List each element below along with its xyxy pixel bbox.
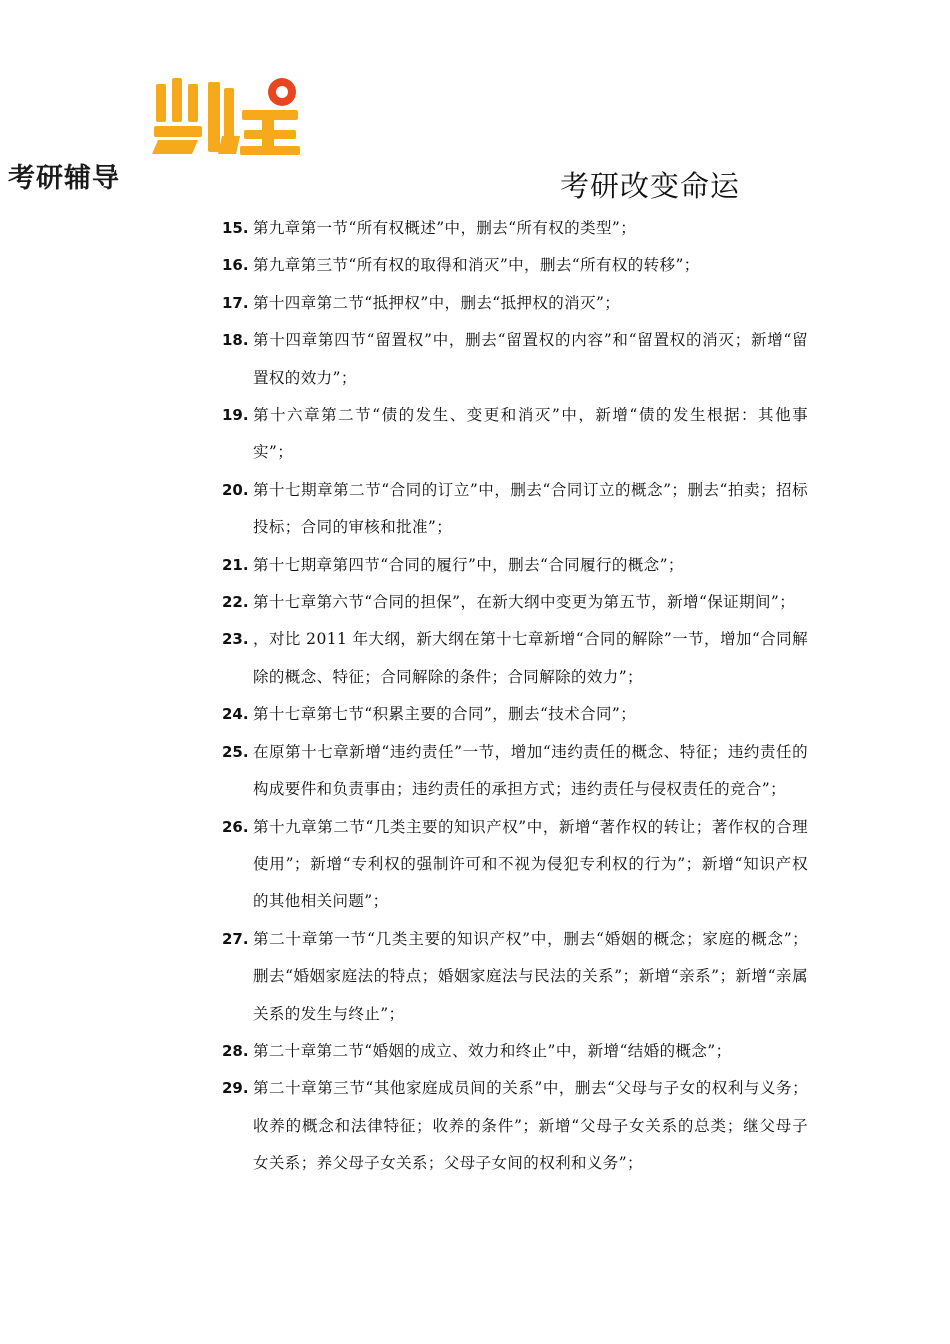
item-number: 19. bbox=[222, 406, 249, 425]
item-text: 第十七章第七节“积累主要的合同”，删去“技术合同”； bbox=[253, 705, 637, 724]
list-item bbox=[222, 584, 808, 621]
item-text: 第十四章第四节“留置权”中，删去“留置权的内容”和“留置权的消灭；新增“留置权的效力”； bbox=[253, 331, 808, 387]
item-number: 26. bbox=[222, 817, 249, 836]
item-number: 27. bbox=[222, 929, 249, 948]
item-number: 20. bbox=[222, 480, 249, 499]
item-text: 在原第十七章新增“违约责任”一节，增加“违约责任的概念、特征；违约责任的构成要件和负责事由；违约责任的承担方式；违约责任与侵权责任的竞合”； bbox=[253, 742, 808, 799]
item-number: 25. bbox=[222, 742, 249, 761]
item-text: ，对比 2011 年大纲，新大纲在第十七章新增“合同的解除”一节，增加“合同解除的概念、特征；合同解除的条件；合同解除的效力”； bbox=[253, 630, 808, 686]
item-text: 第九章第一节“所有权概述”中，删去“所有权的类型”； bbox=[253, 219, 637, 237]
logo-subtitle: 考研辅导 bbox=[8, 163, 120, 194]
list-item bbox=[222, 547, 808, 584]
item-text: 第十七章第六节“合同的担保”，在新大纲中变更为第五节，新增“保证期间”； bbox=[253, 593, 796, 612]
item-number: 16. bbox=[222, 256, 249, 275]
list-item bbox=[222, 1033, 808, 1070]
item-text: 第二十章第二节“婚姻的成立、效力和终止”中，新增“结婚的概念”； bbox=[253, 1041, 732, 1060]
item-number: 22. bbox=[222, 593, 249, 612]
item-text: 第二十章第三节“其他家庭成员间的关系”中，删去“父母与子女的权利与义务；收养的概念和法律特征；收养的条件”；新增“父母子女关系的总类；继父母子女关系；养父母子女关系；父母子女间的权利和义务”； bbox=[253, 1079, 808, 1173]
slogan: 考研改变命运 bbox=[560, 169, 741, 203]
item-number: 23. bbox=[222, 630, 249, 649]
list-item bbox=[222, 921, 808, 1033]
list-item bbox=[222, 322, 808, 397]
change-list bbox=[222, 210, 808, 1183]
kaicheng-logo-icon bbox=[152, 74, 302, 160]
list-item bbox=[222, 621, 808, 696]
item-text: 第十七期章第四节“合同的履行”中，删去“合同履行的概念”； bbox=[253, 555, 684, 574]
item-text: 第十七期章第二节“合同的订立”中，删去“合同订立的概念”；删去“拍卖；招标投标；合同的审核和批准”； bbox=[253, 480, 808, 537]
list-item bbox=[222, 734, 808, 809]
item-number: 28. bbox=[222, 1041, 249, 1060]
list-item bbox=[222, 1070, 808, 1182]
item-text: 第二十章第一节“几类主要的知识产权”中，删去“婚姻的概念；家庭的概念”；删去“婚姻家庭法的特点；婚姻家庭法与民法的关系”；新增“亲系”；新增“亲属关系的发生与终止”； bbox=[253, 929, 808, 1023]
item-number: 24. bbox=[222, 705, 249, 724]
list-item bbox=[222, 809, 808, 921]
item-number: 15. bbox=[222, 219, 249, 237]
item-text: 第十六章第二节“债的发生、变更和消灭”中，新增“债的发生根据：其他事实”； bbox=[253, 406, 808, 462]
item-text: 第九章第三节“所有权的取得和消灭”中，删去“所有权的转移”； bbox=[253, 256, 700, 275]
brand-logo bbox=[152, 74, 302, 198]
item-number: 21. bbox=[222, 555, 249, 574]
item-text: 第十四章第二节“抵押权”中，删去“抵押权的消灭”； bbox=[253, 293, 621, 312]
item-number: 18. bbox=[222, 331, 249, 350]
item-number: 29. bbox=[222, 1079, 249, 1098]
item-text: 第十九章第二节“几类主要的知识产权”中，新增“著作权的转让；著作权的合理使用”；新增“专利权的强制许可和不视为侵犯专利权的行为”；新增“知识产权的其他相关问题”； bbox=[253, 817, 808, 911]
list-item bbox=[222, 696, 808, 733]
list-item bbox=[222, 247, 808, 284]
list-item bbox=[222, 472, 808, 547]
list-item bbox=[222, 210, 808, 247]
list-item bbox=[222, 397, 808, 472]
item-number: 17. bbox=[222, 293, 249, 312]
list-item bbox=[222, 285, 808, 322]
